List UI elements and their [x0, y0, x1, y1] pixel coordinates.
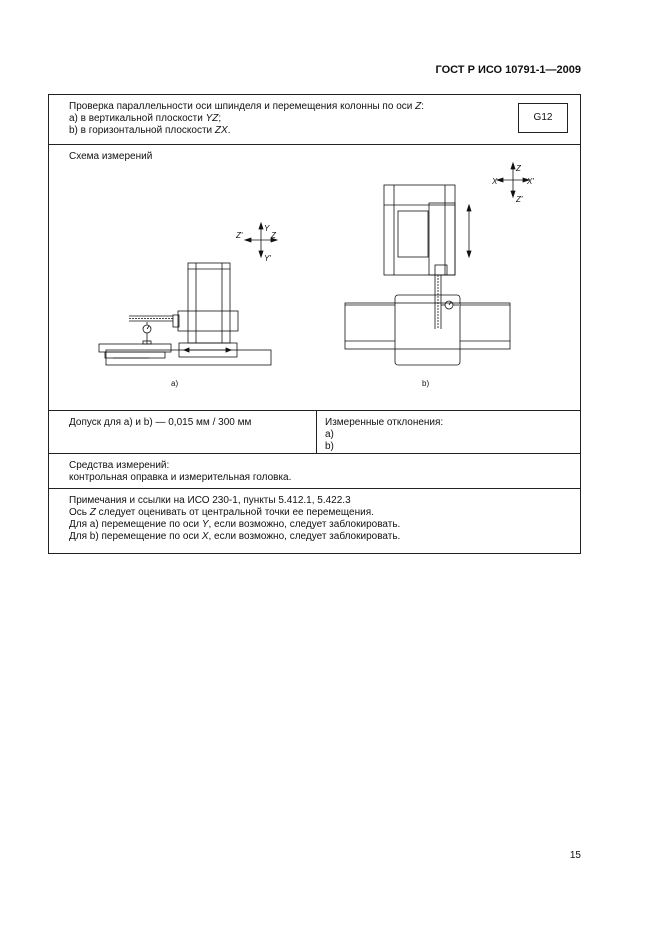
notes	[69, 495, 400, 543]
axis-z-neg-label: Z'	[236, 231, 243, 240]
axis-x-label-b: X	[492, 177, 498, 186]
instruments-text: контрольная оправка и измерительная головка.	[69, 472, 292, 483]
check-code-box: G12	[518, 103, 568, 133]
notes-row	[49, 489, 580, 553]
notes-line-3: Для a) перемещение по оси Y, если возможно, следует заблокировать.	[69, 519, 401, 530]
measurement-diagram	[49, 145, 580, 411]
instruments-title: Средства измерений:	[69, 460, 170, 471]
axis-x-neg-label-b: X'	[527, 177, 534, 186]
tolerance-divider	[316, 411, 317, 453]
instruments-row	[49, 454, 580, 489]
instruments	[69, 460, 291, 484]
check-title: Проверка параллельности оси шпинделя и перемещения колонны по оси Z: a) в вертикальной плоскости YZ; b) в горизонтальной плоскости ZX.	[69, 101, 425, 136]
tolerance-text: Допуск для a) и b) — 0,015 мм / 300 мм	[69, 417, 252, 428]
axes-a	[245, 223, 277, 257]
axis-y-label: Y	[264, 224, 270, 233]
machine-a-drawing	[99, 263, 271, 365]
document-id: ГОСТ Р ИСО 10791-1—2009	[435, 64, 581, 76]
test-table	[48, 94, 581, 554]
axis-z-label-b: Z	[516, 164, 521, 173]
axis-z-label: Z	[271, 231, 276, 240]
label-b: b)	[422, 379, 430, 388]
notes-line-2: Ось Z следует оценивать от центральной точки ее перемещения.	[69, 507, 374, 518]
page-number: 15	[569, 850, 581, 861]
axes-b	[497, 163, 529, 197]
tolerance-row	[49, 411, 580, 454]
measured-deviations	[325, 417, 443, 453]
label-a: a)	[171, 379, 179, 388]
notes-line-4: Для b) перемещение по оси X, если возможно, следует заблокировать.	[69, 531, 401, 542]
measured-b: b)	[325, 441, 334, 452]
axis-z-neg-label-b: Z'	[516, 195, 523, 204]
axis-y-neg-label: Y'	[264, 254, 271, 263]
diagram-title: Схема измерений	[69, 151, 153, 162]
diagram-row	[49, 145, 580, 411]
machine-b-drawing	[345, 185, 510, 365]
measured-a: a)	[325, 429, 334, 440]
notes-line-1: Примечания и ссылки на ИСО 230-1, пункты 5.412.1, 5.422.3	[69, 495, 351, 506]
check-title-row	[49, 95, 580, 145]
measured-title: Измеренные отклонения:	[325, 417, 444, 428]
